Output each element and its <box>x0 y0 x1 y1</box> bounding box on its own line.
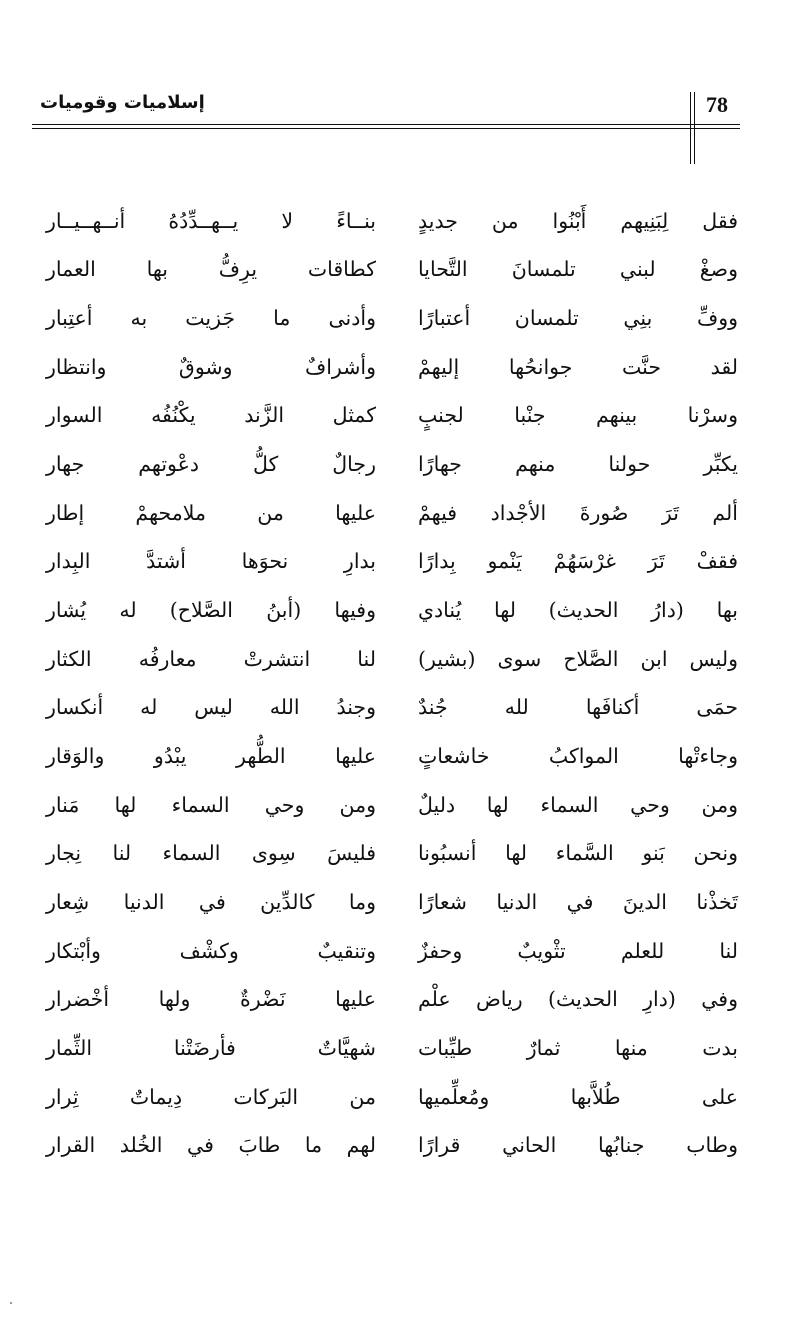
page-number: 78 <box>706 92 728 117</box>
verse-first-hemistich: وفي (دارِ الحديث) رياض علْم <box>418 987 738 1011</box>
verse-first-hemistich: بدت منها ثمارٌ طيِّبات <box>418 1036 738 1060</box>
verse-first-hemistich: وطاب جنابُها الحاني قرارًا <box>418 1133 738 1157</box>
header-vertical-bar <box>690 92 691 164</box>
verse-first-hemistich: تَخذْنا الدينَ في الدنيا شعارًا <box>418 890 738 914</box>
verse-second-hemistich: وأدنى ما جَزيت به أعتِبار <box>46 306 376 330</box>
verse-first-hemistich: وليس ابن الصَّلاح سوى (بشير) <box>418 647 738 671</box>
verse-second-hemistich: عليها نَضْرةٌ ولها أخْضرار <box>46 987 376 1011</box>
verse-second-hemistich: رجالٌ كلُّ دعْوتهم جهار <box>46 452 376 476</box>
verse-first-hemistich: وصغْ لبني تلمسانَ التَّحايا <box>418 257 738 281</box>
verse-first-hemistich: ألم تَرَ صُورةَ الأجْداد فيهمْ <box>418 501 738 525</box>
verse-second-hemistich: عليها الطُّهر يبْدُو والوَقار <box>46 744 376 768</box>
verse-second-hemistich: وأشرافٌ وشوقٌ وانتظار <box>46 355 376 379</box>
header-rule-top <box>32 124 740 125</box>
verse-first-hemistich: ونحن بَنو السَّماء لها أنسبُونا <box>418 841 738 865</box>
verse-second-hemistich: وفيها (أبنُ الصَّلاح) له يُشار <box>46 598 376 622</box>
verse-second-hemistich: لنا انتشرتْ معارفُه الكثار <box>46 647 376 671</box>
verse-second-hemistich: شهيَّاتٌ فأرضَتْنا الثِّمار <box>46 1036 376 1060</box>
verse-second-hemistich: وجندُ الله ليس له أنكسار <box>46 695 376 719</box>
verse-second-hemistich: بنــاءً لا يــهــدِّدُهُ أنــهــيــار <box>46 209 376 233</box>
scan-speck <box>10 1302 12 1304</box>
verse-second-hemistich: لهم ما طابَ في الخُلد القرار <box>46 1133 376 1157</box>
verse-first-hemistich: على طُلاَّبها ومُعلِّميها <box>418 1085 738 1109</box>
verse-first-hemistich: فقفْ تَرَ غرْسَهُمْ يَنْمو بِدارًا <box>418 549 738 573</box>
verse-first-hemistich: لنا للعلم تثْويبٌ وحفزٌ <box>418 939 738 963</box>
verse-second-hemistich: فليسَ سِوى السماء لنا نِجار <box>46 841 376 865</box>
verse-second-hemistich: وما كالدِّين في الدنيا شِعار <box>46 890 376 914</box>
verse-second-hemistich: عليها من ملامحهمْ إطار <box>46 501 376 525</box>
verse-first-hemistich: حمَى أكنافَها لله جُندٌ <box>418 695 738 719</box>
verse-first-hemistich: فقل لِبَنِيهم أَبْنُوا من جديدٍ <box>418 209 738 233</box>
running-title: إسلاميات وقوميات <box>40 92 205 113</box>
header-rule-bottom <box>32 128 740 129</box>
verse-first-hemistich: بها (دارُ الحديث) لها يُنادي <box>418 598 738 622</box>
verse-second-hemistich: ومن وحي السماء لها مَنار <box>46 793 376 817</box>
verse-first-hemistich: لقد حنَّت جوانحُها إليهمْ <box>418 355 738 379</box>
verse-first-hemistich: ومن وحي السماء لها دليلٌ <box>418 793 738 817</box>
verse-second-hemistich: وتنقيبٌ وكشْف وأبْتكار <box>46 939 376 963</box>
verse-second-hemistich: كطاقات يرِفُّ بها العمار <box>46 257 376 281</box>
verse-first-hemistich: ووفِّ بنِي تلمسان أعتبارًا <box>418 306 738 330</box>
verse-first-hemistich: وجاءتْها المواكبُ خاشعاتٍ <box>418 744 738 768</box>
verse-first-hemistich: وسرْنا بينهم جنْبا لجنبٍ <box>418 403 738 427</box>
verse-first-hemistich: يكبِّر حولنا منهم جهارًا <box>418 452 738 476</box>
header-vertical-bar <box>694 92 695 164</box>
verse-second-hemistich: كمثل الزَّند يكْنُفُه السوار <box>46 403 376 427</box>
verse-second-hemistich: بدارِ نحوَها أشتدَّ البِدار <box>46 549 376 573</box>
verse-second-hemistich: من البَركات دِيماتٌ ثِرار <box>46 1085 376 1109</box>
